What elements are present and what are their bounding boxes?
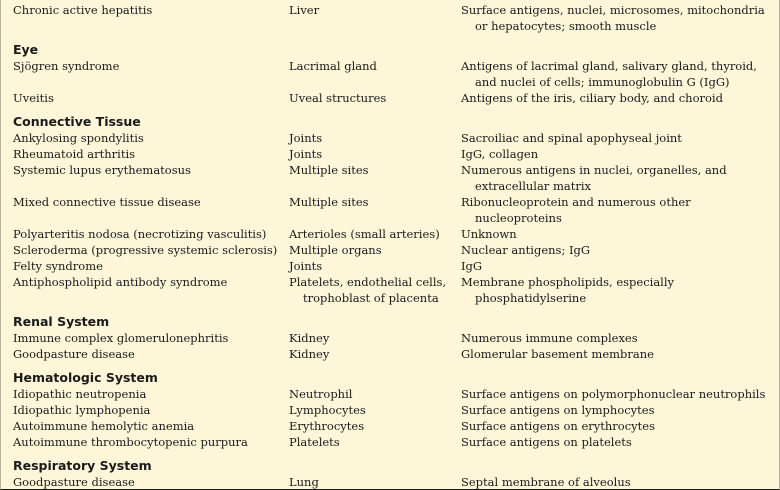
target-site: Erythrocytes bbox=[289, 419, 365, 433]
target-site-cell bbox=[289, 194, 461, 226]
table-row bbox=[13, 130, 773, 146]
self-antigen: Surface antigens on polymorphonuclear neutrophils bbox=[461, 387, 766, 401]
section-heading: Hematologic System bbox=[13, 370, 158, 385]
target-site: Arterioles (small arteries) bbox=[289, 227, 440, 241]
section-heading: Connective Tissue bbox=[13, 114, 141, 129]
self-antigen: Unknown bbox=[461, 227, 517, 241]
target-site-cell bbox=[289, 330, 461, 346]
target-site: Joints bbox=[289, 131, 323, 145]
disease-name-cell bbox=[13, 194, 289, 226]
target-site-cell bbox=[289, 2, 461, 34]
disease-name-cell bbox=[13, 242, 289, 258]
disease-name: Ankylosing spondylitis bbox=[13, 131, 144, 145]
disease-name-cell bbox=[13, 274, 289, 306]
target-site-cell bbox=[289, 146, 461, 162]
table-row bbox=[13, 258, 773, 274]
self-antigen-cell bbox=[461, 146, 773, 162]
disease-name-cell bbox=[13, 258, 289, 274]
self-antigen-cell bbox=[461, 162, 773, 194]
self-antigen-cell bbox=[461, 330, 773, 346]
disease-name-cell bbox=[13, 402, 289, 418]
self-antigen: Glomerular basement membrane bbox=[461, 347, 654, 361]
self-antigen: Numerous antigens in nuclei, organelles, and extracellular matrix bbox=[461, 163, 727, 193]
target-site: Joints bbox=[289, 259, 323, 273]
self-antigen-cell bbox=[461, 58, 773, 90]
target-site: Lacrimal gland bbox=[289, 59, 377, 73]
disease-name-cell bbox=[13, 58, 289, 90]
target-site: Liver bbox=[289, 3, 320, 17]
disease-name-cell bbox=[13, 418, 289, 434]
target-site-cell bbox=[289, 402, 461, 418]
target-site: Multiple organs bbox=[289, 243, 382, 257]
target-site: Joints bbox=[289, 147, 323, 161]
table-row bbox=[13, 402, 773, 418]
table-row bbox=[13, 274, 773, 306]
target-site: Kidney bbox=[289, 347, 330, 361]
target-site-cell bbox=[289, 274, 461, 306]
table-row bbox=[13, 346, 773, 362]
table-row bbox=[13, 330, 773, 346]
table-row bbox=[13, 58, 773, 90]
self-antigen: Membrane phospholipids, especially phosphatidylserine bbox=[461, 275, 675, 305]
self-antigen-cell bbox=[461, 90, 773, 106]
disease-name: Chronic active hepatitis bbox=[13, 3, 153, 17]
disease-name: Scleroderma (progressive systemic sclerosis) bbox=[13, 243, 278, 257]
self-antigen: IgG, collagen bbox=[461, 147, 539, 161]
table-row bbox=[13, 90, 773, 106]
self-antigen-cell bbox=[461, 418, 773, 434]
disease-name: Rheumatoid arthritis bbox=[13, 147, 136, 161]
self-antigen-cell bbox=[461, 386, 773, 402]
target-site-cell bbox=[289, 346, 461, 362]
table-row bbox=[13, 162, 773, 194]
target-site-cell bbox=[289, 418, 461, 434]
target-site: Kidney bbox=[289, 331, 330, 345]
disease-name: Idiopathic lymphopenia bbox=[13, 403, 151, 417]
self-antigen-cell bbox=[461, 346, 773, 362]
self-antigen-cell bbox=[461, 434, 773, 450]
disease-name: Autoimmune thrombocytopenic purpura bbox=[13, 435, 248, 449]
disease-name: Antiphospholipid antibody syndrome bbox=[13, 275, 228, 289]
target-site-cell bbox=[289, 58, 461, 90]
disease-name: Sjögren syndrome bbox=[13, 59, 120, 73]
section-heading: Eye bbox=[13, 42, 39, 57]
self-antigen: Surface antigens on lymphocytes bbox=[461, 403, 655, 417]
self-antigen: Numerous immune complexes bbox=[461, 331, 638, 345]
self-antigen: Surface antigens, nuclei, microsomes, mitochondria or hepatocytes; smooth muscle bbox=[461, 3, 765, 33]
target-site: Uveal structures bbox=[289, 91, 387, 105]
self-antigen: Surface antigens on platelets bbox=[461, 435, 632, 449]
self-antigen-cell bbox=[461, 2, 773, 34]
section-heading: Respiratory System bbox=[13, 458, 152, 473]
self-antigen: Antigens of the iris, ciliary body, and choroid bbox=[461, 91, 723, 105]
target-site-cell bbox=[289, 434, 461, 450]
target-site-cell bbox=[289, 130, 461, 146]
disease-name: Felty syndrome bbox=[13, 259, 103, 273]
self-antigen: Nuclear antigens; IgG bbox=[461, 243, 591, 257]
target-site: Lung bbox=[289, 475, 319, 489]
target-site-cell bbox=[289, 90, 461, 106]
autoimmune-disease-table bbox=[13, 2, 773, 490]
table-row bbox=[13, 146, 773, 162]
target-site: Multiple sites bbox=[289, 195, 369, 209]
disease-name-cell bbox=[13, 434, 289, 450]
self-antigen-cell bbox=[461, 242, 773, 258]
disease-name: Idiopathic neutropenia bbox=[13, 387, 147, 401]
self-antigen: Ribonucleoprotein and numerous other nucleoproteins bbox=[461, 195, 691, 225]
disease-name-cell bbox=[13, 474, 289, 490]
disease-name-cell bbox=[13, 162, 289, 194]
disease-name: Immune complex glomerulonephritis bbox=[13, 331, 229, 345]
disease-name: Goodpasture disease bbox=[13, 347, 135, 361]
table-row bbox=[13, 194, 773, 226]
target-site-cell bbox=[289, 162, 461, 194]
table-row bbox=[13, 418, 773, 434]
disease-name: Polyarteritis nodosa (necrotizing vasculitis) bbox=[13, 227, 267, 241]
target-site: Neutrophil bbox=[289, 387, 353, 401]
target-site-cell bbox=[289, 242, 461, 258]
target-site: Platelets, endothelial cells, trophoblast of placenta bbox=[289, 275, 447, 305]
self-antigen-cell bbox=[461, 226, 773, 242]
disease-name-cell bbox=[13, 90, 289, 106]
target-site-cell bbox=[289, 258, 461, 274]
self-antigen-cell bbox=[461, 274, 773, 306]
target-site-cell bbox=[289, 474, 461, 490]
disease-name: Uveitis bbox=[13, 91, 54, 105]
section-heading: Renal System bbox=[13, 314, 110, 329]
target-site-cell bbox=[289, 386, 461, 402]
self-antigen-cell bbox=[461, 474, 773, 490]
disease-name-cell bbox=[13, 226, 289, 242]
table-row bbox=[13, 242, 773, 258]
disease-name-cell bbox=[13, 346, 289, 362]
self-antigen: Antigens of lacrimal gland, salivary gland, thyroid, and nuclei of cells; immunoglobulin G (IgG) bbox=[461, 59, 757, 89]
disease-name-cell bbox=[13, 130, 289, 146]
target-site-cell bbox=[289, 226, 461, 242]
target-site: Multiple sites bbox=[289, 163, 369, 177]
disease-name-cell bbox=[13, 386, 289, 402]
disease-name: Systemic lupus erythematosus bbox=[13, 163, 191, 177]
disease-name-cell bbox=[13, 146, 289, 162]
disease-name: Autoimmune hemolytic anemia bbox=[13, 419, 195, 433]
self-antigen-cell bbox=[461, 402, 773, 418]
disease-name: Mixed connective tissue disease bbox=[13, 195, 201, 209]
disease-name-cell bbox=[13, 330, 289, 346]
target-site: Platelets bbox=[289, 435, 340, 449]
self-antigen-cell bbox=[461, 258, 773, 274]
table-row bbox=[13, 386, 773, 402]
table-row bbox=[13, 474, 773, 490]
self-antigen-cell bbox=[461, 194, 773, 226]
self-antigen: Sacroiliac and spinal apophyseal joint bbox=[461, 131, 682, 145]
table-row bbox=[13, 2, 773, 34]
table-row bbox=[13, 434, 773, 450]
self-antigen: IgG bbox=[461, 259, 483, 273]
target-site: Lymphocytes bbox=[289, 403, 366, 417]
disease-name: Goodpasture disease bbox=[13, 475, 135, 489]
table-row bbox=[13, 226, 773, 242]
self-antigen: Septal membrane of alveolus bbox=[461, 475, 631, 489]
disease-name-cell bbox=[13, 2, 289, 34]
self-antigen-cell bbox=[461, 130, 773, 146]
self-antigen: Surface antigens on erythrocytes bbox=[461, 419, 655, 433]
